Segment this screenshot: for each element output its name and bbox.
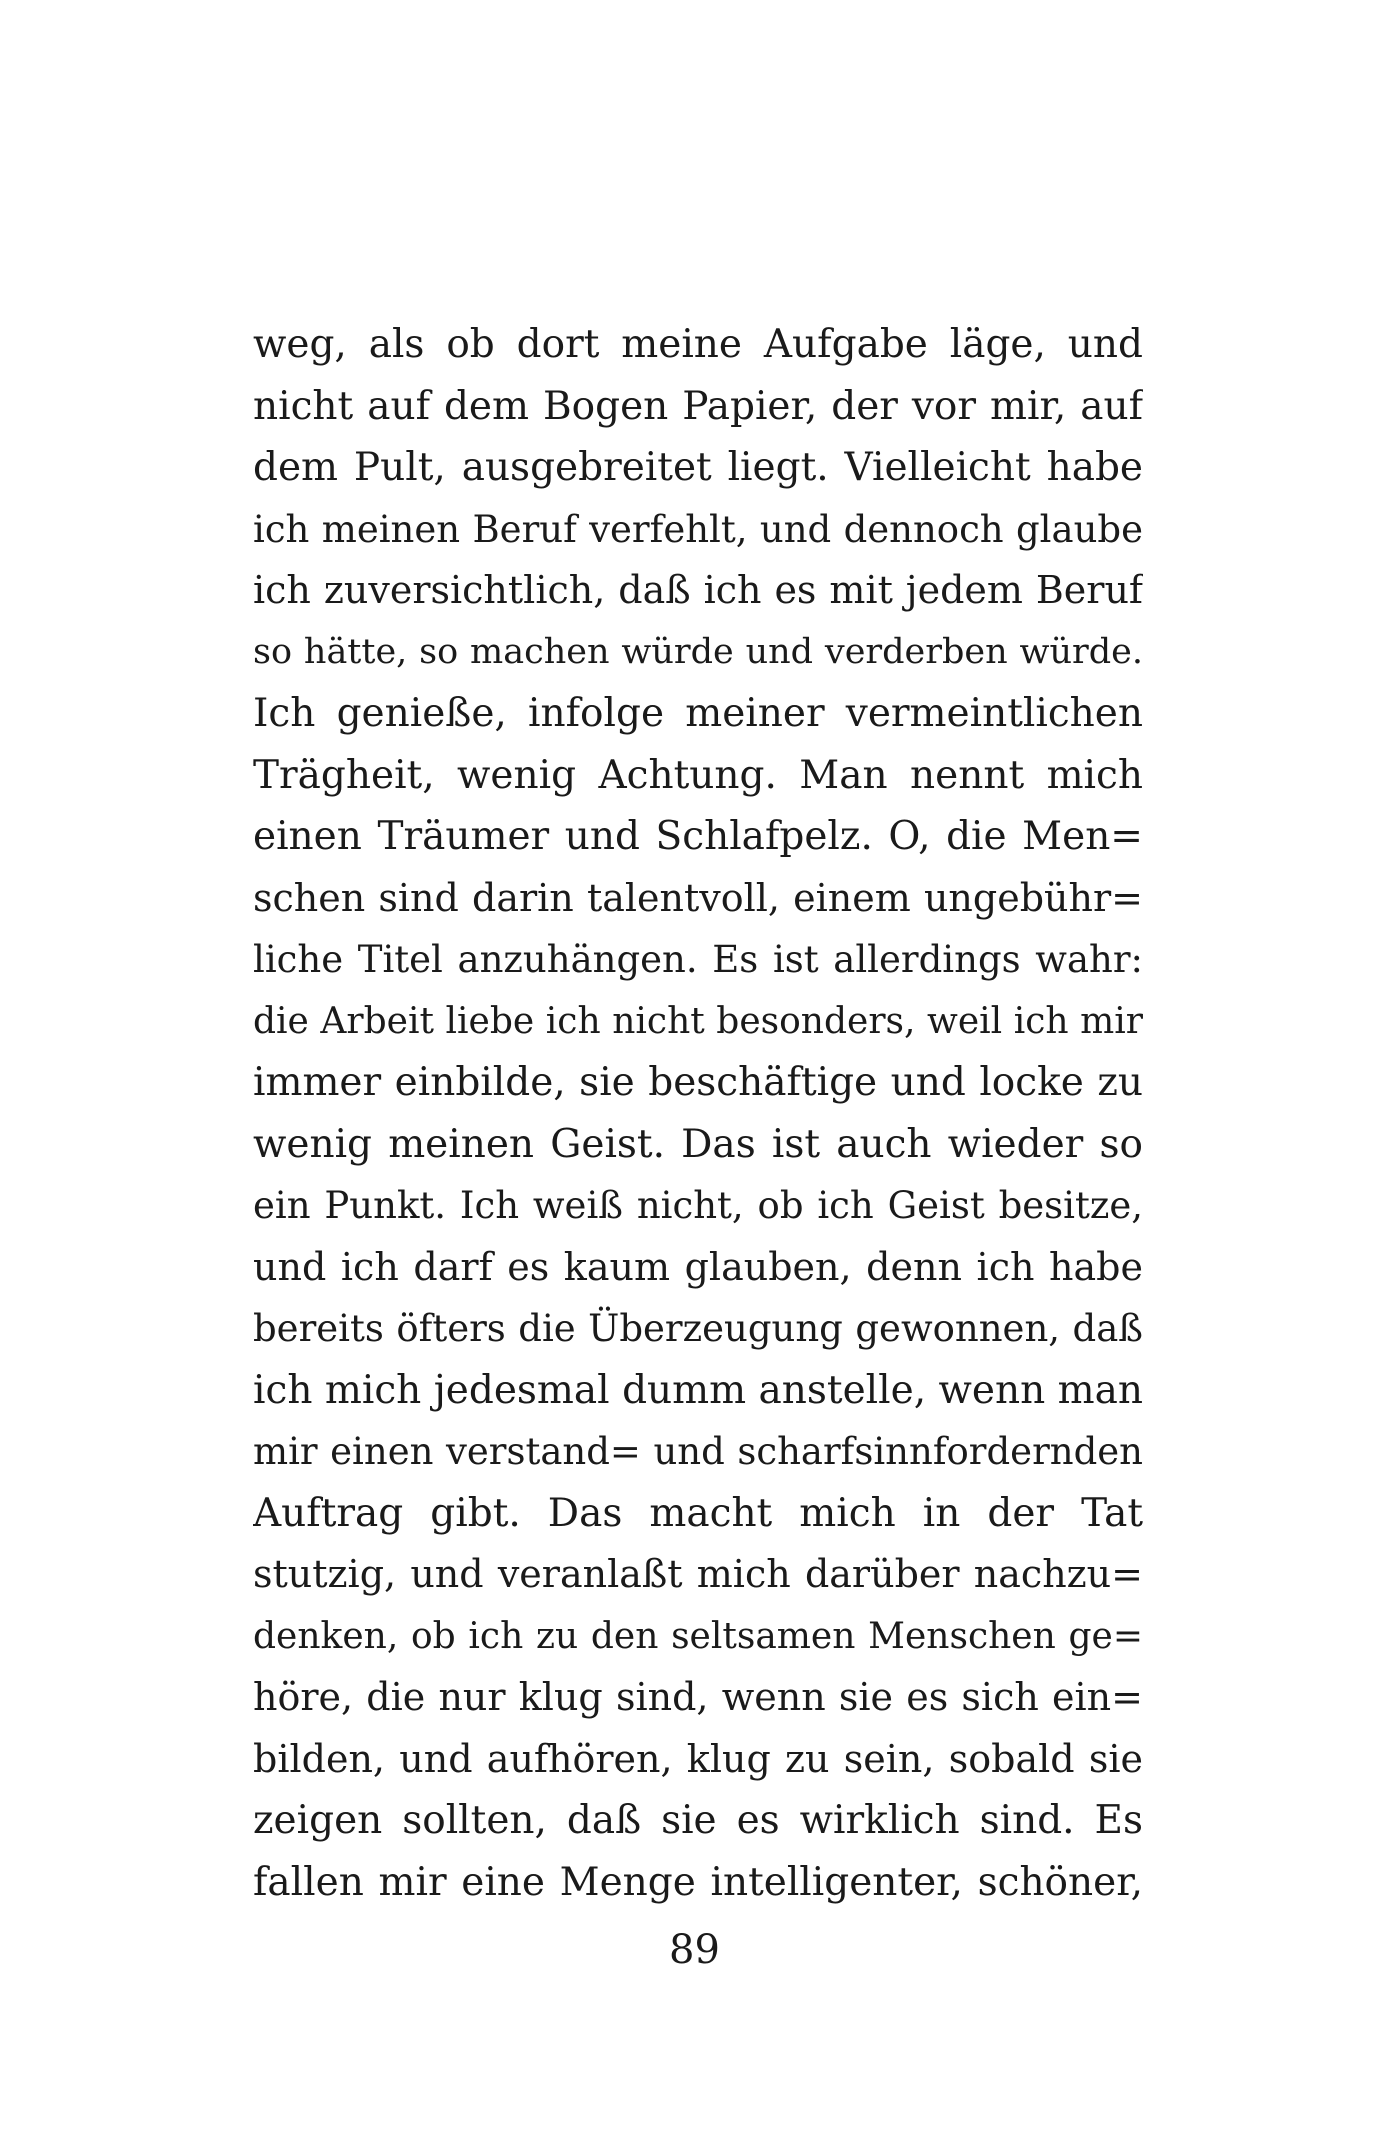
body-text bbox=[253, 314, 1143, 1913]
text-line: ich zuversichtlich, daß ich es mit jedem Beruf bbox=[253, 568, 1143, 612]
text-line: mir einen verstand= und scharfsinnfordernden bbox=[253, 1430, 1143, 1473]
text-line: schen sind darin talentvoll, einem ungebühr= bbox=[253, 875, 1143, 920]
text-line: ich meinen Beruf verfehlt, und dennoch glaube bbox=[253, 507, 1143, 551]
text-line: Trägheit, wenig Achtung. Man nennt mich bbox=[253, 752, 1143, 798]
text-line: liche Titel anzuhängen. Es ist allerdings wahr: bbox=[253, 938, 1143, 981]
text-line: wenig meinen Geist. Das ist auch wieder so bbox=[253, 1121, 1143, 1167]
text-line: bereits öfters die Überzeugung gewonnen, daß bbox=[253, 1307, 1143, 1350]
text-line: zeigen sollten, daß sie es wirklich sind. Es bbox=[253, 1798, 1143, 1843]
text-line: ich mich jedesmal dumm anstelle, wenn man bbox=[253, 1367, 1143, 1413]
text-line: weg, als ob dort meine Aufgabe läge, und bbox=[253, 322, 1143, 367]
text-line: die Arbeit liebe ich nicht besonders, weil ich mir bbox=[253, 1000, 1143, 1042]
text-line: dem Pult, ausgebreitet liegt. Vielleicht habe bbox=[253, 445, 1143, 490]
text-line: so hätte, so machen würde und verderben würde. bbox=[253, 631, 1143, 672]
text-line: denken, ob ich zu den seltsamen Menschen ge= bbox=[253, 1615, 1143, 1657]
text-line: höre, die nur klug sind, wenn sie es sich ein= bbox=[253, 1675, 1143, 1719]
text-line: nicht auf dem Bogen Papier, der vor mir, auf bbox=[253, 383, 1143, 429]
text-line: und ich darf es kaum glauben, denn ich habe bbox=[253, 1244, 1143, 1289]
text-line: einen Träumer und Schlafpelz. O, die Men= bbox=[253, 814, 1143, 859]
text-line: bilden, und aufhören, klug zu sein, sobald sie bbox=[253, 1736, 1143, 1781]
text-line: Ich genieße, infolge meiner vermeintlichen bbox=[253, 691, 1143, 736]
text-line: immer einbilde, sie beschäftige und locke zu bbox=[253, 1060, 1143, 1105]
text-line: ein Punkt. Ich weiß nicht, ob ich Geist besitze, bbox=[253, 1184, 1143, 1227]
text-line: fallen mir eine Menge intelligenter, schöner, bbox=[253, 1859, 1143, 1905]
page-number: 89 bbox=[669, 1927, 720, 1973]
text-line: stutzig, und veranlaßt mich darüber nachzu= bbox=[253, 1552, 1143, 1596]
text-line: Auftrag gibt. Das macht mich in der Tat bbox=[253, 1490, 1143, 1536]
